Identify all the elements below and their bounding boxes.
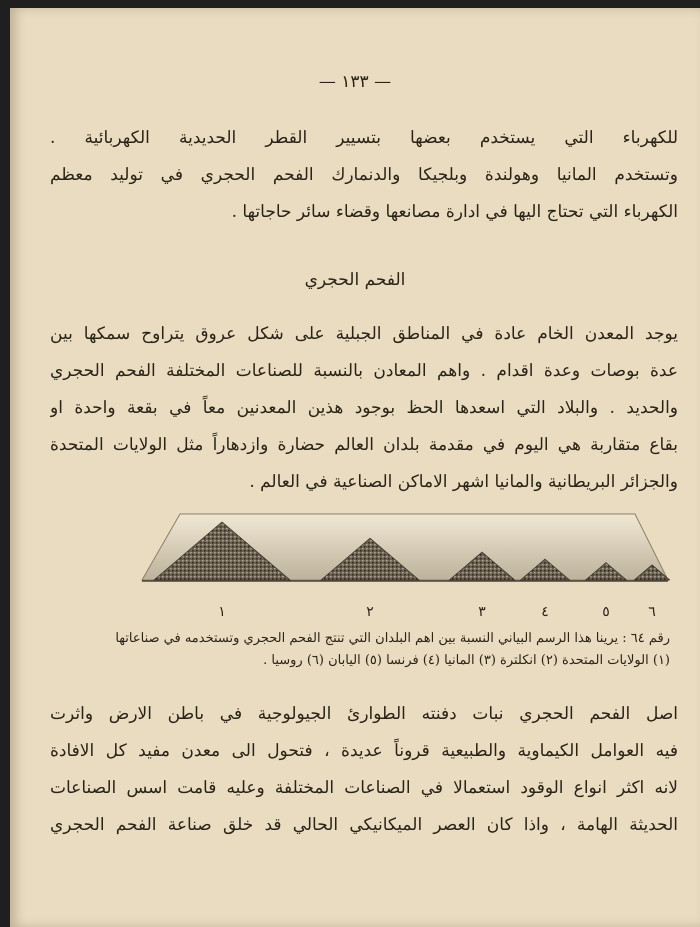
text-line: والحديد . والبلاد التي اسعدها الحظ بوجود هذين المعدنين معاً في بقعة واحدة او [50,398,678,418]
middle-paragraph [50,316,678,501]
figure-label: ٣ [478,604,486,620]
figure-label: ٤ [541,604,549,620]
bottom-paragraph [50,696,678,844]
book-page [10,8,700,927]
top-paragraph [50,120,678,231]
text-line: وتستخدم المانيا وهولندة وبلجيكا والدنمارك الفحم الحجري في توليد معظم [50,165,678,185]
text-line: للكهرباء التي يستخدم بعضها بتسيير القطر الحديدية الكهربائية . [50,128,678,148]
text-line: اصل الفحم الحجري نبات دفنته الطوارئ الجيولوجية في باطن الارض واثرت [50,704,678,724]
section-heading: الفحم الحجري [304,270,406,290]
text-line: عدة بوصات وعدة اقدام . واهم المعادن بالنسبة للصناعات المختلفة الفحم الحجري [50,361,678,381]
text-line: لانه اكثر انواع الوقود استعمالا في الصناعات المختلفة وعليه قامت اسس الصناعات [50,778,678,798]
figure-label: ٦ [648,604,656,620]
caption-line: (١) الولايات المتحدة (٢) انكلترة (٣) المانيا (٤) فرنسا (٥) اليابان (٦) روسيا . [263,653,670,668]
text-line: والجزائر البريطانية والمانيا اشهر الاماكن الصناعية في العالم . [249,472,678,492]
text-line: الكهرباء التي تحتاج اليها في ادارة مصانعها وقضاء سائر حاجاتها . [231,202,678,222]
figure-label: ٢ [366,604,374,620]
figure-label: ١ [218,604,226,620]
text-line: بقاع متقاربة هي اليوم في مقدمة بلدان العالم حضارة وازدهاراً مثل الولايات المتحدة [50,435,678,455]
figure-label: ٥ [602,604,610,620]
figure-caption [58,628,670,672]
page-number: — ١٣٣ — [318,72,392,92]
text-line: الحديثة الهامة ، واذا كان العصر الميكانيكي الحالي قد خلق صناعة الفحم الحجري [50,815,678,835]
text-line: يوجد المعدن الخام عادة في المناطق الجبلية على شكل عروق يتراوح سمكها بين [50,324,678,344]
caption-line: رقم ٦٤ : يرينا هذا الرسم البياني النسبة بين اهم البلدان التي تنتج الفحم الحجري وتستخدمه في صناعاتها [115,631,670,646]
coal-pile-figure [140,510,670,590]
figure-labels [140,604,670,624]
text-line: فيه العوامل الكيماوية والطبيعية قروناً عديدة ، فتحول الى معدن مفيد كل الافادة [50,741,678,761]
